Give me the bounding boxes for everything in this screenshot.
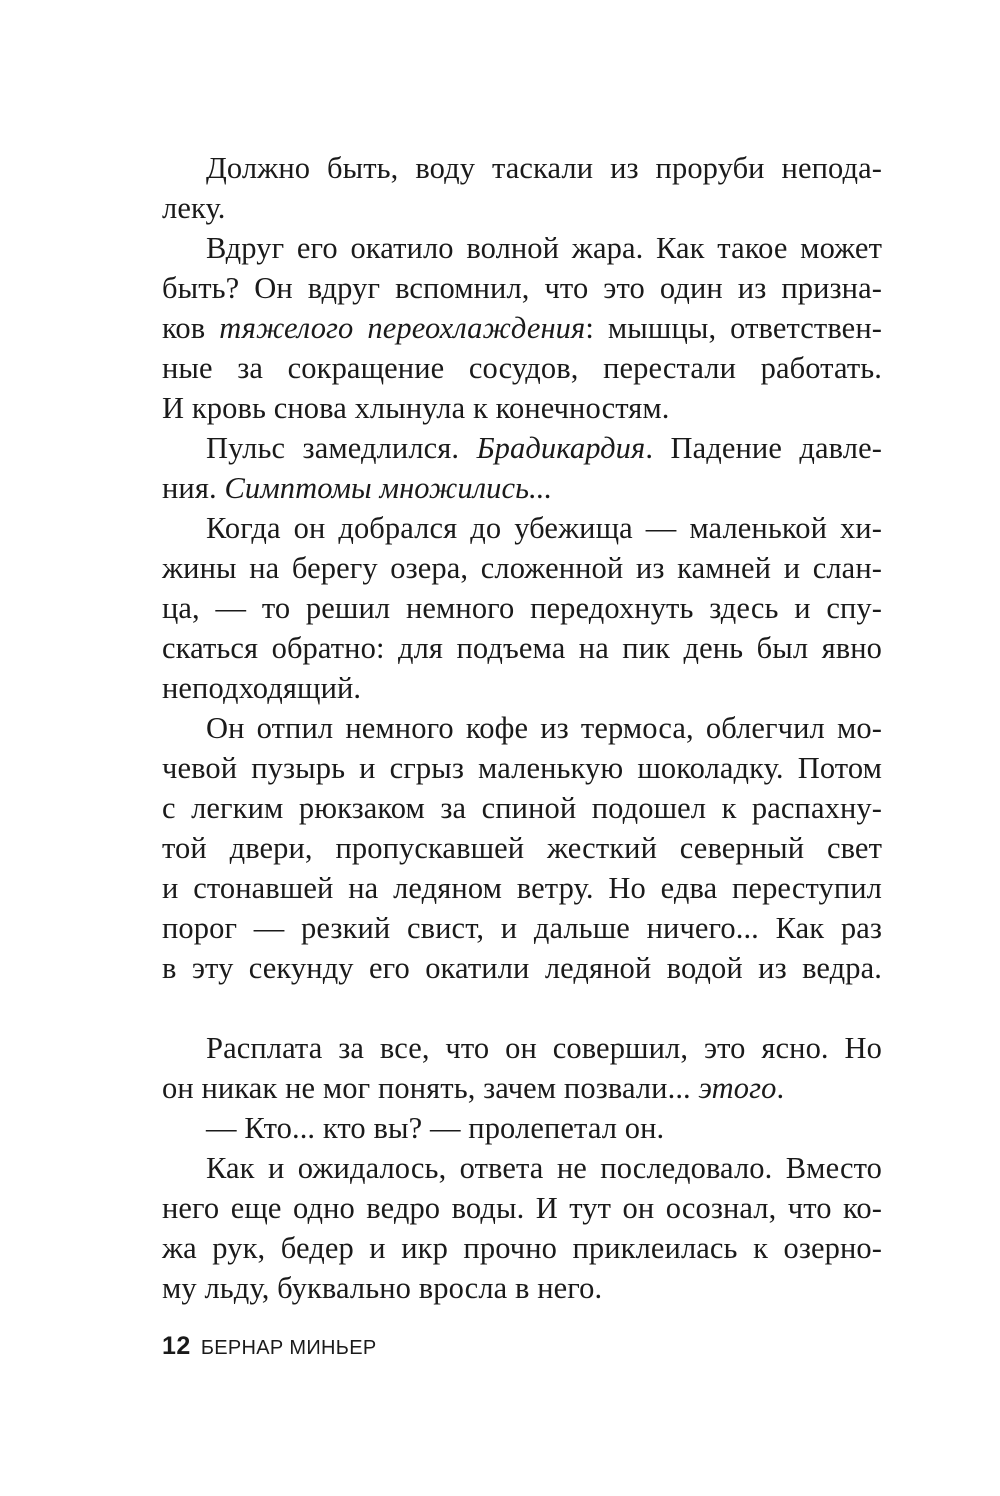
p4-line-1: Когда он добрался до убежища — маленькой хи- <box>206 511 882 545</box>
p3-line-1-italic: Брадикардия <box>476 431 646 465</box>
p5-line-5: и стонавшей на ледяном ветру. Но едва переступил <box>162 871 882 905</box>
p1-line-1: Должно быть, воду таскали из проруби непода- <box>206 151 882 185</box>
p5-line-4: той двери, пропускавшей жесткий северный свет <box>162 831 882 865</box>
p6-line-2 <box>162 1068 882 1108</box>
page-footer <box>162 1329 376 1363</box>
p2-line-4: ные за сокращение сосудов, перестали работать. <box>162 351 882 385</box>
p3-line-1 <box>162 428 882 468</box>
p5-line-7: в эту секунду его окатили ледяной водой из ведра. <box>162 951 882 985</box>
p4-line-3: ца, — то решил немного передохнуть здесь и спу- <box>162 591 882 625</box>
p6-line-1: Расплата за все, что он совершил, это ясно. Но <box>206 1031 882 1065</box>
p7-line-1: — Кто... кто вы? — пролепетал он. <box>206 1111 665 1145</box>
p6-line-2-pre: он никак не мог понять, зачем позвали... <box>162 1071 699 1105</box>
p4-line-5: неподходящий. <box>162 671 362 705</box>
p3-line-2 <box>162 468 882 508</box>
p2-line-2: быть? Он вдруг вспомнил, что это один из призна- <box>162 271 882 305</box>
p2-line-3 <box>162 308 882 348</box>
p5-line-1: Он отпил немного кофе из термоса, облегчил мо- <box>206 711 882 745</box>
running-author: БЕРНАР МИНЬЕР <box>200 1337 377 1359</box>
page-number: 12 <box>162 1332 191 1360</box>
p4-line-4: скаться обратно: для подъема на пик день был явно <box>162 631 882 665</box>
p5-line-6: порог — резкий свист, и дальше ничего... Как раз <box>162 911 882 945</box>
p2-line-1: Вдруг его окатило волной жара. Как такое может <box>206 231 882 265</box>
p3-line-2-pre: ния. <box>162 471 225 505</box>
page-body <box>162 148 882 1308</box>
p8-line-1: Как и ожидалось, ответа не последовало. Вместо <box>206 1151 882 1185</box>
p8-line-2: него еще одно ведро воды. И тут он осознал, что ко- <box>162 1191 882 1225</box>
p8-line-4: му льду, буквально вросла в него. <box>162 1271 603 1305</box>
p3-line-1-post: . Падение давле- <box>645 431 882 465</box>
p2-line-3-pre: ков <box>162 311 220 345</box>
p6-line-2-post: . <box>776 1071 785 1105</box>
p2-line-3-italic: тяжелого переохлаждения <box>219 311 586 345</box>
p5-line-2: чевой пузырь и сгрыз маленькую шоколадку. Потом <box>162 751 882 785</box>
section-break <box>162 988 882 1028</box>
p3-line-2-italic: Симптомы множились... <box>224 471 553 505</box>
p4-line-2: жины на берегу озера, сложенной из камней и слан- <box>162 551 882 585</box>
p2-line-5: И кровь снова хлынула к конечностям. <box>162 391 670 425</box>
p8-line-3: жа рук, бедер и икр прочно приклеилась к озерно- <box>162 1231 882 1265</box>
p1-line-2: леку. <box>162 191 226 225</box>
p5-line-3: с легким рюкзаком за спиной подошел к распахну- <box>162 791 882 825</box>
p6-line-2-italic: этого <box>698 1071 777 1105</box>
p3-line-1-pre: Пульс замедлился. <box>206 431 477 465</box>
p2-line-3-post: : мышцы, ответствен- <box>585 311 882 345</box>
